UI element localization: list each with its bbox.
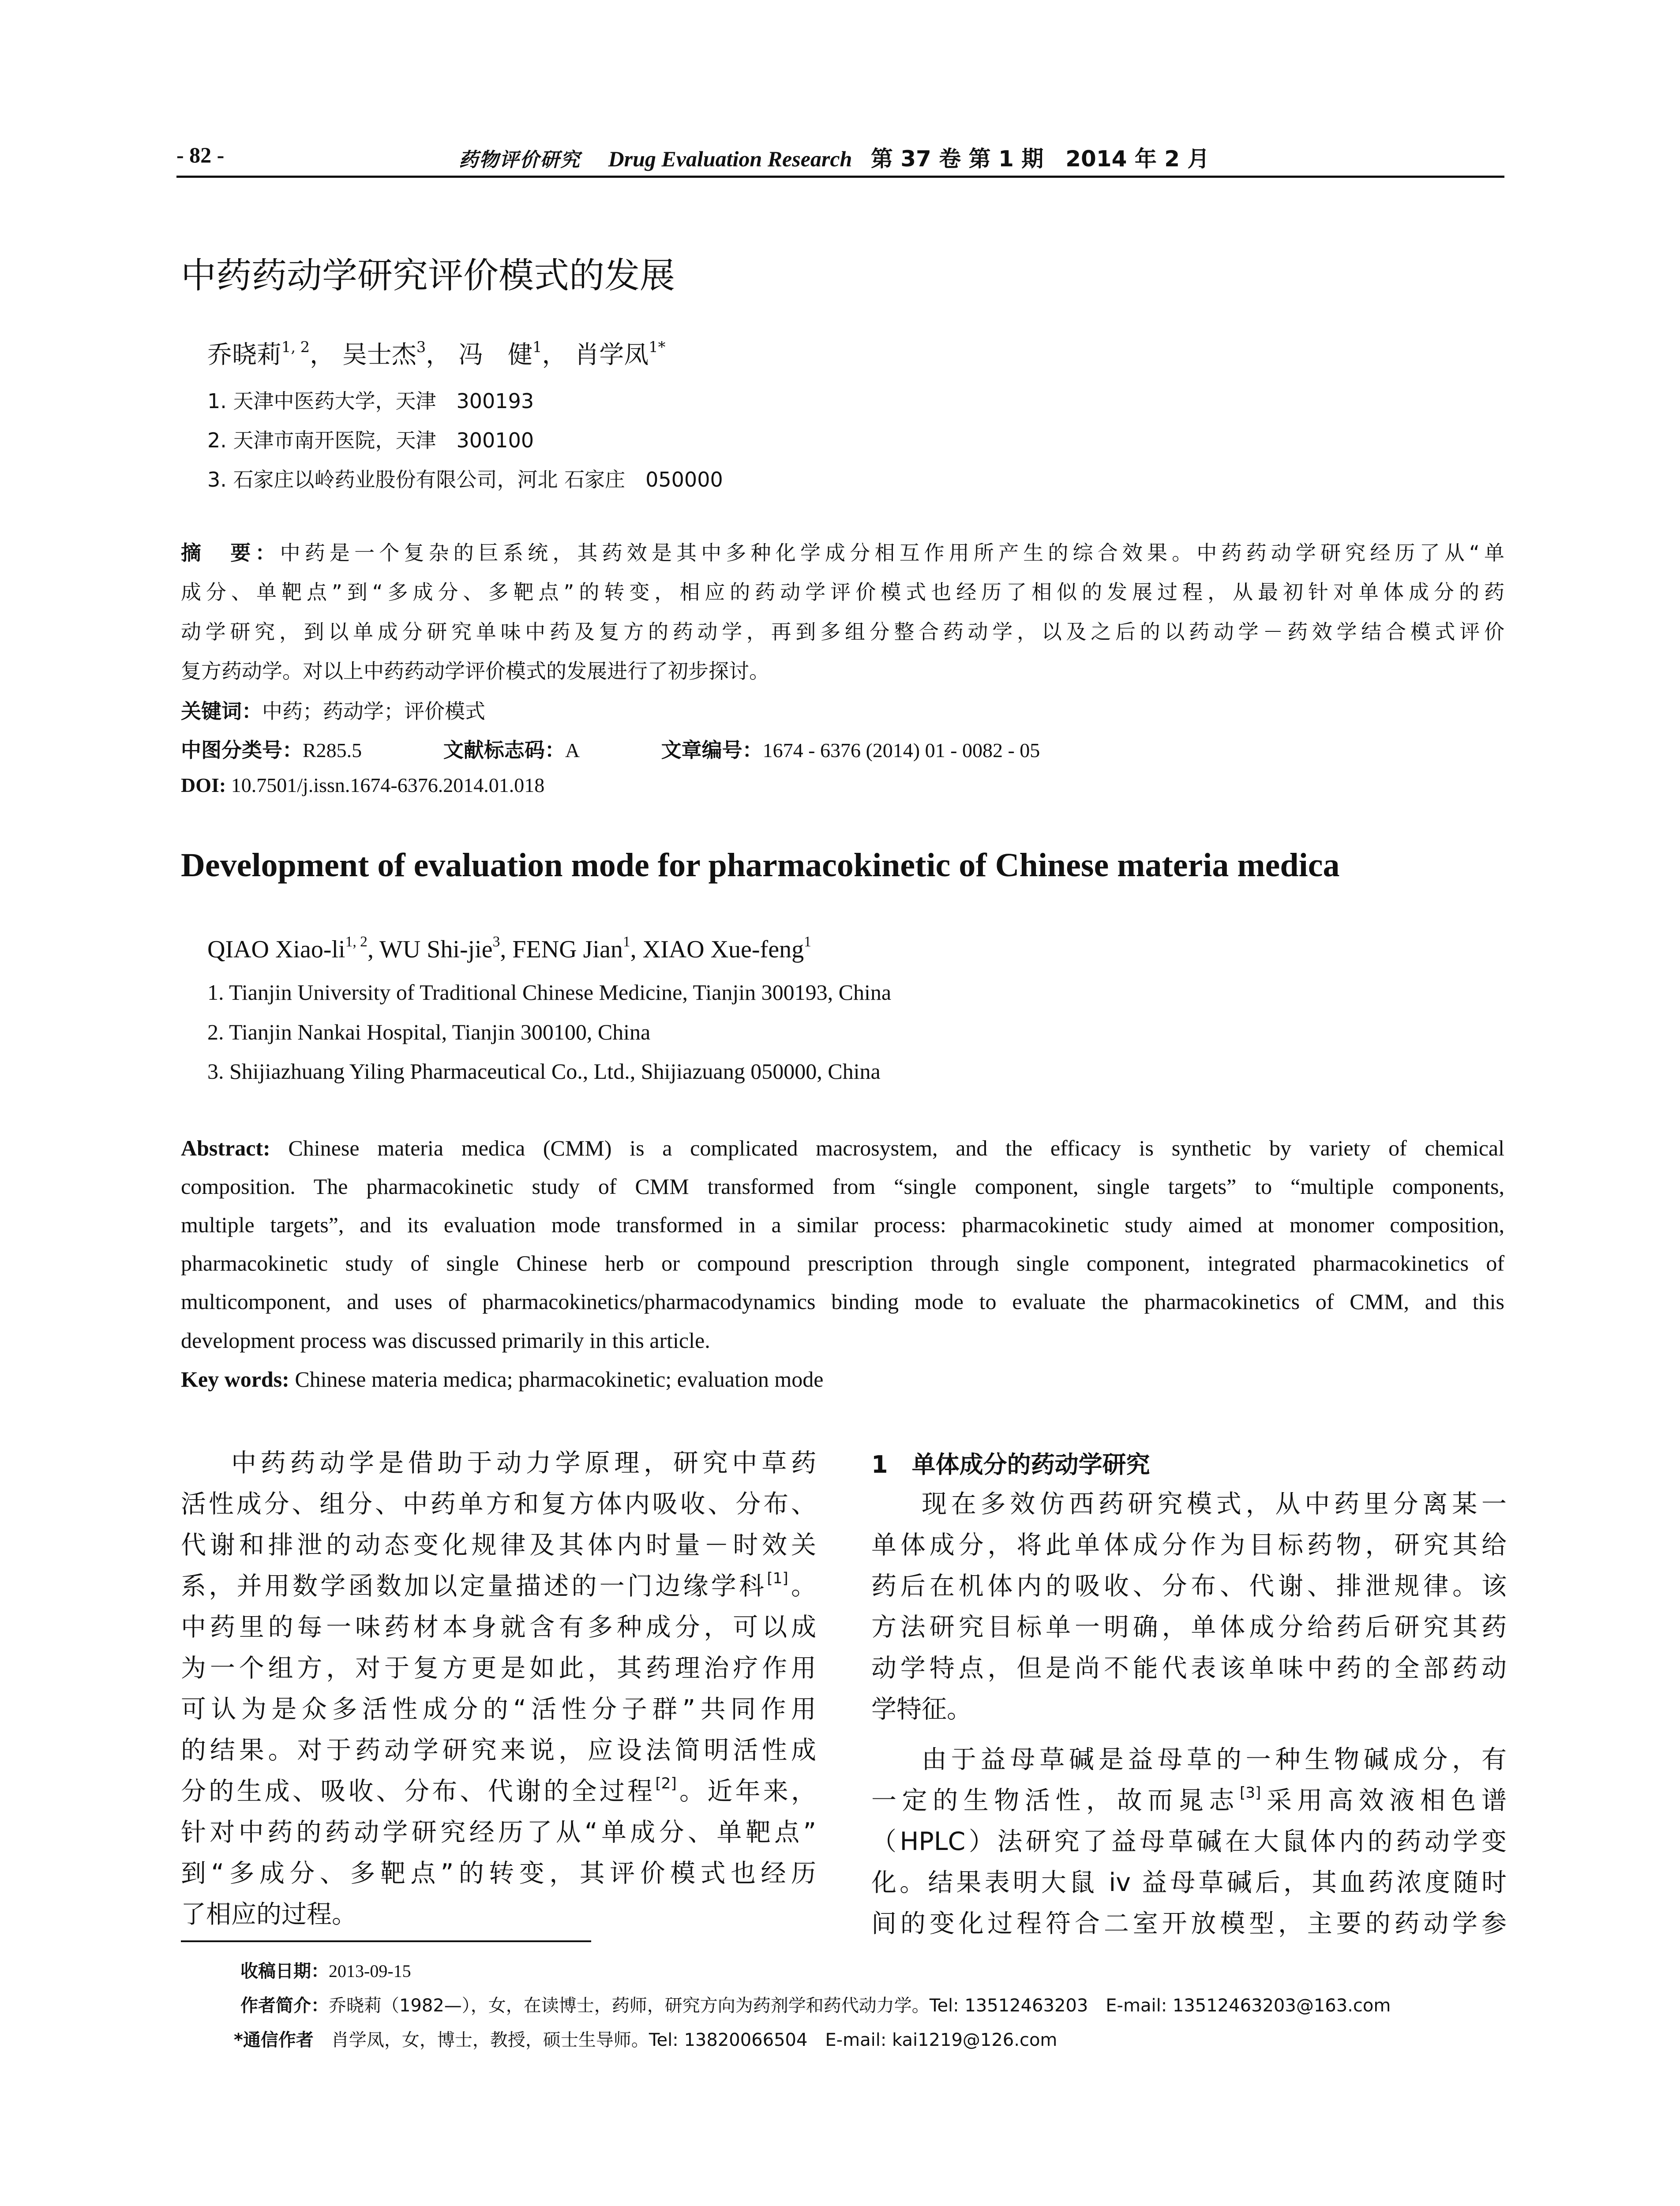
author-sep: , [630, 936, 643, 963]
cn-author-sup: 1, 2 [281, 338, 310, 356]
citation-ref: [1] [767, 1569, 788, 1587]
footnote-value: 乔晓莉（1982—），女，在读博士，药师，研究方向为药剂学和药代动力学。Tel: 13512463203 E-mail: 13512463203@163.com [329, 1996, 1391, 2016]
en-abstract-text: Chinese materia medica (CMM) is a complicated macrosystem, and the efficacy is synthetic by variety of chemical [270, 1136, 1504, 1160]
footnote-corresponding [234, 2026, 1057, 2051]
footnote-received [240, 1957, 411, 1982]
citation-ref: [3] [1239, 1784, 1261, 1802]
en-affiliation: 3. Shijiazhuang Yiling Pharmaceutical Co., Ltd., Shijiazuang 050000, China [207, 1059, 881, 1084]
page-number: - 82 - [176, 143, 225, 167]
cn-abstract-line: 成分、单靶点”到“多成分、多靶点”的转变，相应的药动学评价模式也经历了相似的发展过程，从最初针对单体成分的药 [181, 580, 1504, 604]
citation-ref: [2] [655, 1775, 677, 1793]
cn-abstract-line: 复方药动学。对以上中药药动学评价模式的发展进行了初步探讨。 [181, 659, 769, 683]
footnote-value: 肖学凤，女，博士，教授，硕士生导师。Tel: 13820066504 E-mail: kai1219@126.com [313, 2030, 1058, 2050]
cn-author: 乔晓莉 [207, 341, 281, 369]
en-title: Development of evaluation mode for pharmacokinetic of Chinese materia medica [181, 847, 1340, 884]
section-heading: 1 单体成分的药动学研究 [871, 1451, 1150, 1478]
en-abstract-line: composition. The pharmacokinetic study of CMM transformed from “single component, single targets” to “multiple components, [181, 1174, 1504, 1199]
body-left-line [181, 1771, 816, 1807]
en-affiliation: 2. Tianjin Nankai Hospital, Tianjin 300100, China [207, 1020, 651, 1044]
body-left-line: 中药里的每一味药材本身就含有多种成分，可以成 [181, 1613, 816, 1642]
cn-author: 肖学凤 [574, 341, 649, 369]
cn-affiliation: 1. 天津中医药大学，天津 300193 [207, 389, 534, 413]
en-keywords-label: Key words: [181, 1367, 289, 1392]
cn-keywords-label: 关键词： [181, 699, 262, 723]
doc-code-value: A [565, 739, 580, 762]
body-left-line: 可认为是众多活性成分的“活性分子群”共同作用 [181, 1695, 816, 1724]
author-sep: , [367, 936, 379, 963]
body-text: 系，并用数学函数加以定量描述的一门边缘学科 [181, 1572, 767, 1601]
doc-code-label: 文献标志码： [443, 738, 565, 762]
cn-author-sup: 1* [649, 338, 666, 356]
body-left-line: 针对中药的药动学研究经历了从“单成分、单靶点” [181, 1818, 816, 1847]
en-authors [207, 935, 811, 964]
cn-abstract-label: 摘 要： [181, 541, 280, 565]
footnote-label: *通信作者 [234, 2030, 314, 2050]
en-author: FENG Jian [512, 936, 623, 963]
body-right-line: 动学特点，但是尚不能代表该单味中药的全部药动 [871, 1654, 1507, 1683]
body-left-line [181, 1566, 816, 1602]
body-right-line: 化。结果表明大鼠 iv 益母草碱后，其血药浓度随时 [871, 1868, 1507, 1897]
footnote-label: 收稿日期： [240, 1961, 329, 1981]
en-abstract-label: Abstract: [181, 1136, 270, 1160]
en-author-sup: 3 [492, 933, 500, 950]
body-left-line: 的结果。对于药动学研究来说，应设法简明活性成 [181, 1736, 816, 1765]
body-right-line: 方法研究目标单一明确，单体成分给药后研究其药 [871, 1613, 1507, 1642]
author-sep: ， [310, 341, 335, 369]
cn-abstract-text: 中药是一个复杂的巨系统，其药效是其中多种化学成分相互作用所产生的综合效果。中药药动学研究经历了从“单 [280, 541, 1504, 565]
body-text: 。 [788, 1572, 817, 1601]
footnote-author [240, 1992, 1391, 2017]
en-abstract-line: development process was discussed primarily in this article. [181, 1328, 710, 1353]
body-right-line: 由于益母草碱是益母草的一种生物碱成分，有 [922, 1745, 1507, 1774]
cn-abstract-line [181, 537, 1504, 566]
doi-value: 10.7501/j.issn.1674-6376.2014.01.018 [231, 774, 545, 796]
body-right-line [871, 1780, 1507, 1816]
footnote-value: 2013-09-15 [329, 1961, 411, 1981]
cn-affiliation: 3. 石家庄以岭药业股份有限公司，河北 石家庄 050000 [207, 468, 723, 491]
body-left-line: 代谢和排泄的动态变化规律及其体内时量－时效关 [181, 1531, 816, 1560]
body-left-line: 到“多成分、多靶点”的转变，其评价模式也经历 [181, 1859, 816, 1888]
cn-abstract-line: 动学研究，到以单成分研究单味中药及复方的药动学，再到多组分整合药动学，以及之后的以药动学－药效学结合模式评价 [181, 620, 1504, 644]
en-author: QIAO Xiao-li [207, 936, 345, 963]
cn-author-sup: 1 [532, 338, 542, 356]
body-text: 一定的生物活性，故而晁志 [871, 1786, 1240, 1815]
body-text: 。近年来， [676, 1777, 817, 1806]
en-abstract-line: multiple targets”, and its evaluation mode transformed in a similar process: pharmacokinetic study aimed at monomer composition, [181, 1212, 1504, 1237]
cn-author-sup: 3 [416, 338, 426, 356]
doi-label: DOI: [181, 774, 226, 796]
cn-keywords-value: 中药；药动学；评价模式 [262, 699, 485, 723]
body-right-line: 现在多效仿西药研究模式，从中药里分离某一 [922, 1489, 1507, 1519]
doi-row [181, 773, 544, 797]
en-author: WU Shi-jie [379, 936, 493, 963]
body-left-line: 为一个组方，对于复方更是如此，其药理治疗作用 [181, 1654, 816, 1683]
class-value: R285.5 [303, 739, 362, 762]
en-author: XIAO Xue-feng [642, 936, 804, 963]
author-sep: ， [426, 341, 451, 369]
issue-info: 第 37 卷 第 1 期 2014 年 2 月 [870, 146, 1210, 172]
author-sep: , [500, 936, 513, 963]
en-author-sup: 1, 2 [345, 933, 368, 950]
en-author-sup: 1 [622, 933, 630, 950]
body-left-line: 了相应的过程。 [181, 1900, 357, 1929]
en-affiliation: 1. Tianjin University of Traditional Chinese Medicine, Tianjin 300193, China [207, 980, 892, 1005]
author-sep: ， [542, 341, 567, 369]
body-right-line: 间的变化过程符合二室开放模型，主要的药动学参 [871, 1909, 1507, 1938]
body-right-line: 学特征。 [871, 1695, 972, 1724]
cn-title: 中药药动学研究评价模式的发展 [181, 255, 675, 296]
class-label: 中图分类号： [181, 738, 303, 762]
header-rule [176, 176, 1504, 178]
body-left-line: 活性成分、组分、中药单方和复方体内吸收、分布、 [181, 1489, 816, 1519]
journal-en-name: Drug Evaluation Research [608, 146, 852, 171]
body-text: 采用高效液相色谱 [1261, 1786, 1507, 1815]
en-keywords-value: Chinese materia medica; pharmacokinetic; evaluation mode [289, 1367, 824, 1392]
footnote-label: 作者简介： [240, 1996, 329, 2016]
body-right-line: （HPLC）法研究了益母草碱在大鼠体内的药动学变 [871, 1827, 1507, 1856]
cn-classification-row [181, 734, 1040, 763]
footnote-rule [181, 1940, 591, 1942]
en-abstract-line: pharmacokinetic study of single Chinese herb or compound prescription through single component, integrated pharmacokinetics of [181, 1251, 1504, 1276]
en-author-sup: 1 [804, 933, 811, 950]
running-head [459, 141, 1209, 173]
article-no-value: 1674 - 6376 (2014) 01 - 0082 - 05 [762, 739, 1040, 762]
en-keywords [181, 1366, 823, 1392]
en-abstract-line [181, 1135, 1504, 1161]
body-right-line: 单体成分，将此单体成分作为目标药物，研究其给 [871, 1531, 1507, 1560]
cn-author: 冯 健 [458, 341, 533, 369]
body-right-line: 药后在机体内的吸收、分布、代谢、排泄规律。该 [871, 1572, 1507, 1601]
cn-keywords [181, 695, 485, 724]
en-abstract-line: multicomponent, and uses of pharmacokinetics/pharmacodynamics binding mode to evaluate the pharmacokinetics of CMM, and this [181, 1289, 1504, 1314]
cn-affiliation: 2. 天津市南开医院，天津 300100 [207, 428, 534, 452]
body-text: 分的生成、吸收、分布、代谢的全过程 [181, 1777, 656, 1806]
article-no-label: 文章编号： [661, 738, 763, 762]
journal-cn-logo: 药物评价研究 [459, 149, 581, 171]
body-left-line: 中药药动学是借助于动力学原理，研究中草药 [231, 1448, 816, 1478]
cn-author: 吴士杰 [342, 341, 416, 369]
cn-authors [207, 335, 665, 371]
